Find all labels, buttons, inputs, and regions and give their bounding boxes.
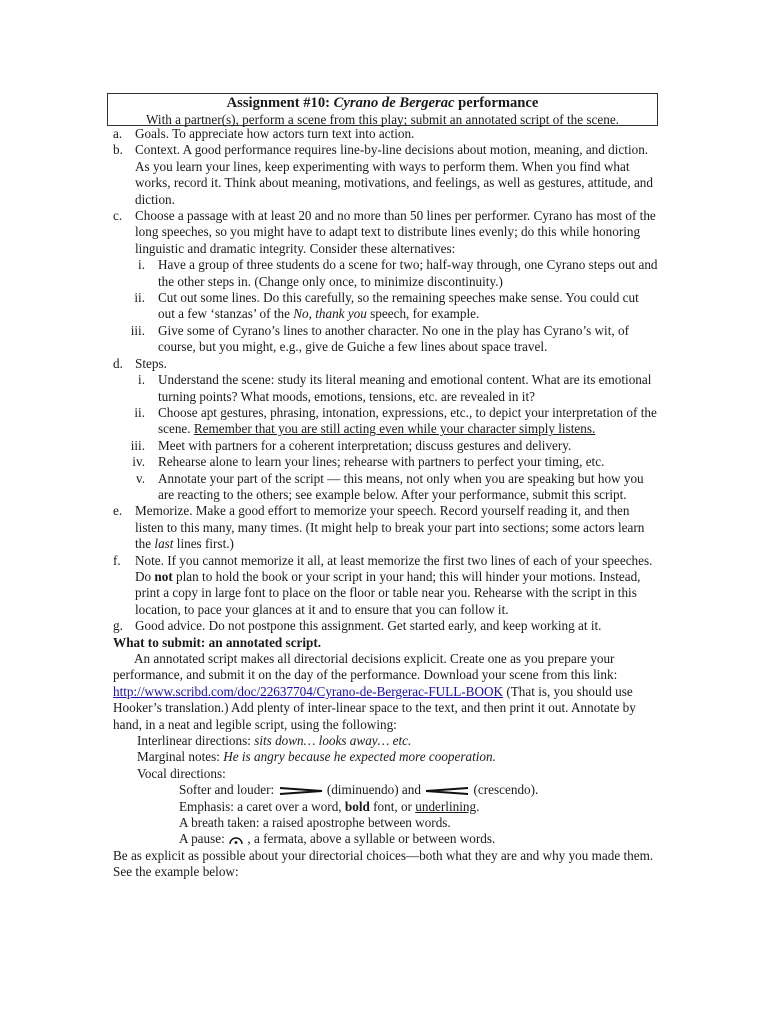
emphasis: Emphasis: a caret over a word, bold font, or underlining. [179, 798, 480, 814]
item-label: d. [113, 355, 123, 371]
diminuendo-icon [278, 786, 324, 796]
submit-heading: What to submit: an annotated script. [113, 634, 322, 650]
scribd-link[interactable]: http://www.scribd.com/doc/22637704/Cyrano-de-Bergerac-FULL-BOOK [113, 683, 504, 699]
item-steps [113, 356, 658, 372]
item-label: a. [113, 126, 123, 141]
title-prefix: Assignment #10: [226, 95, 331, 111]
item-label: g. [113, 618, 123, 634]
item-label: f. [113, 552, 121, 568]
subitem-label: iii. [130, 437, 145, 453]
item-text: Context. A good performance requires line-by-line decisions about motion, meaning, and diction. As you learn your lines, keep experimenting with ways to perform them. When you find what works, record it. Think about meaning, motivations, and feelings, as well as gestures, attitude, and diction. [135, 142, 653, 207]
item-context [113, 142, 658, 208]
item-memorize [113, 503, 658, 552]
title-suffix: performance [458, 95, 539, 111]
subitem-text: Annotate your part of the script — this means, not only when you are speaking but how you are reacting to the others; see example below. After your performance, submit this script. [158, 470, 644, 502]
subitem-text: Give some of Cyrano’s lines to another character. No one in the play has Cyrano’s wit, of course, but you might, e.g., give de Guiche a few lines about space travel. [158, 322, 629, 355]
subitem [113, 471, 658, 504]
crescendo-icon [424, 786, 470, 796]
subitem-label: iii. [130, 322, 145, 338]
item-label: c. [113, 208, 123, 224]
subitem-label: ii. [134, 290, 145, 306]
item-text: Choose a passage with at least 20 and no more than 50 lines per performer. Cyrano has most of the long speeches, so you might have to adapt text to distribute lines evenly; do this while honoring linguistic and dramatic integrity. Consider these alternatives: [135, 208, 656, 256]
subitem [113, 438, 658, 454]
subitem-label: iv. [132, 454, 145, 470]
closing-text: Be as explicit as possible about your directorial choices—both what they are and why you made them. See the example below: [113, 847, 654, 880]
subitem-label: ii. [134, 404, 145, 420]
item-text: Goals. To appreciate how actors turn text into action. [135, 126, 415, 141]
subitem-text: Cut out some lines. Do this carefully, so the remaining speeches make sense. You could cut out a few ‘stanzas’ of the No, thank you speech, for example. [158, 290, 639, 322]
subitem-text: Understand the scene: study its literal meaning and emotional content. What are its emotional turning points? What moods, emotions, tensions, etc. are revealed in it? [158, 372, 652, 404]
subitem-text: Have a group of three students do a scene for two; half-way through, one Cyrano steps out and the other steps in. (Change only once, to minimize discontinuity.) [158, 257, 658, 289]
item-label: e. [113, 503, 123, 519]
submit-paragraph: An annotated script makes all directorial decisions explicit. Create one as you prepare your performance, and submit it on the day of the performance. Download your scene from this link: http://www.scribd.com/doc/22637704/Cyrano-de-Bergerac-FULL-BOOK (That is, you should use Hooker’s translation.) Add plenty of inter-linear space to the text, and then print it out. Annotate by hand, in a neat and legible script, using the following: [113, 651, 636, 732]
marginal-notes: Marginal notes: He is angry because he expected more cooperation. [137, 749, 496, 765]
subitem-label: i. [138, 372, 145, 388]
assignment-page [113, 93, 658, 881]
softer-louder: Softer and louder: (diminuendo) and (crescendo). [179, 782, 539, 798]
intro-text: With a partner(s), perform a scene from this play; submit an annotated script of the scene. [146, 112, 619, 127]
subitem [113, 290, 658, 323]
subitem [113, 257, 658, 290]
item-choose-passage [113, 208, 658, 257]
subitem-text: Choose apt gestures, phrasing, intonation, expressions, etc., to depict your interpretation of the scene. Remember that you are still acting even while your character simply listens. [158, 404, 657, 437]
pause: A pause: , a fermata, above a syllable or between words. [179, 831, 496, 847]
fermata-icon [228, 834, 244, 846]
subitem [113, 405, 658, 438]
subitem [113, 454, 658, 470]
subitem-text: Rehearse alone to learn your lines; rehearse with partners to perfect your timing, etc. [158, 454, 605, 470]
subitem-text: Meet with partners for a coherent interpretation; discuss gestures and delivery. [158, 437, 572, 453]
subitem [113, 372, 658, 405]
interlinear-directions: Interlinear directions: sits down… looks away… etc. [137, 733, 412, 749]
item-text: Note. If you cannot memorize it all, at least memorize the first two lines of each of your speeches. Do not plan to hold the book or your script in your hand; this will hinder your motions. Instead, print a copy in large font to place on the floor or table near you. Rehearse with the script in this location, to pace your glances at it and to ensure that you can follow it. [135, 552, 653, 617]
item-note [113, 553, 658, 619]
item-text: Steps. [135, 355, 167, 371]
breath-taken: A breath taken: a raised apostrophe between words. [179, 815, 451, 831]
vocal-directions: Vocal directions: [137, 765, 226, 781]
assignment-title [108, 95, 657, 112]
item-good-advice [113, 618, 658, 634]
item-text: Memorize. Make a good effort to memorize your speech. Record yourself reading it, and then listen to this many, many times. (It might help to break your part into sections; some actors learn the last lines first.) [135, 503, 645, 552]
subitem [113, 323, 658, 356]
subitem-label: i. [138, 257, 145, 273]
item-goals [113, 126, 658, 142]
title-work: Cyrano de Bergerac [333, 95, 455, 111]
title-box [107, 93, 658, 126]
item-text: Good advice. Do not postpone this assignment. Get started early, and keep working at it. [135, 618, 602, 634]
subitem-label: v. [135, 470, 145, 486]
item-label: b. [113, 142, 123, 158]
